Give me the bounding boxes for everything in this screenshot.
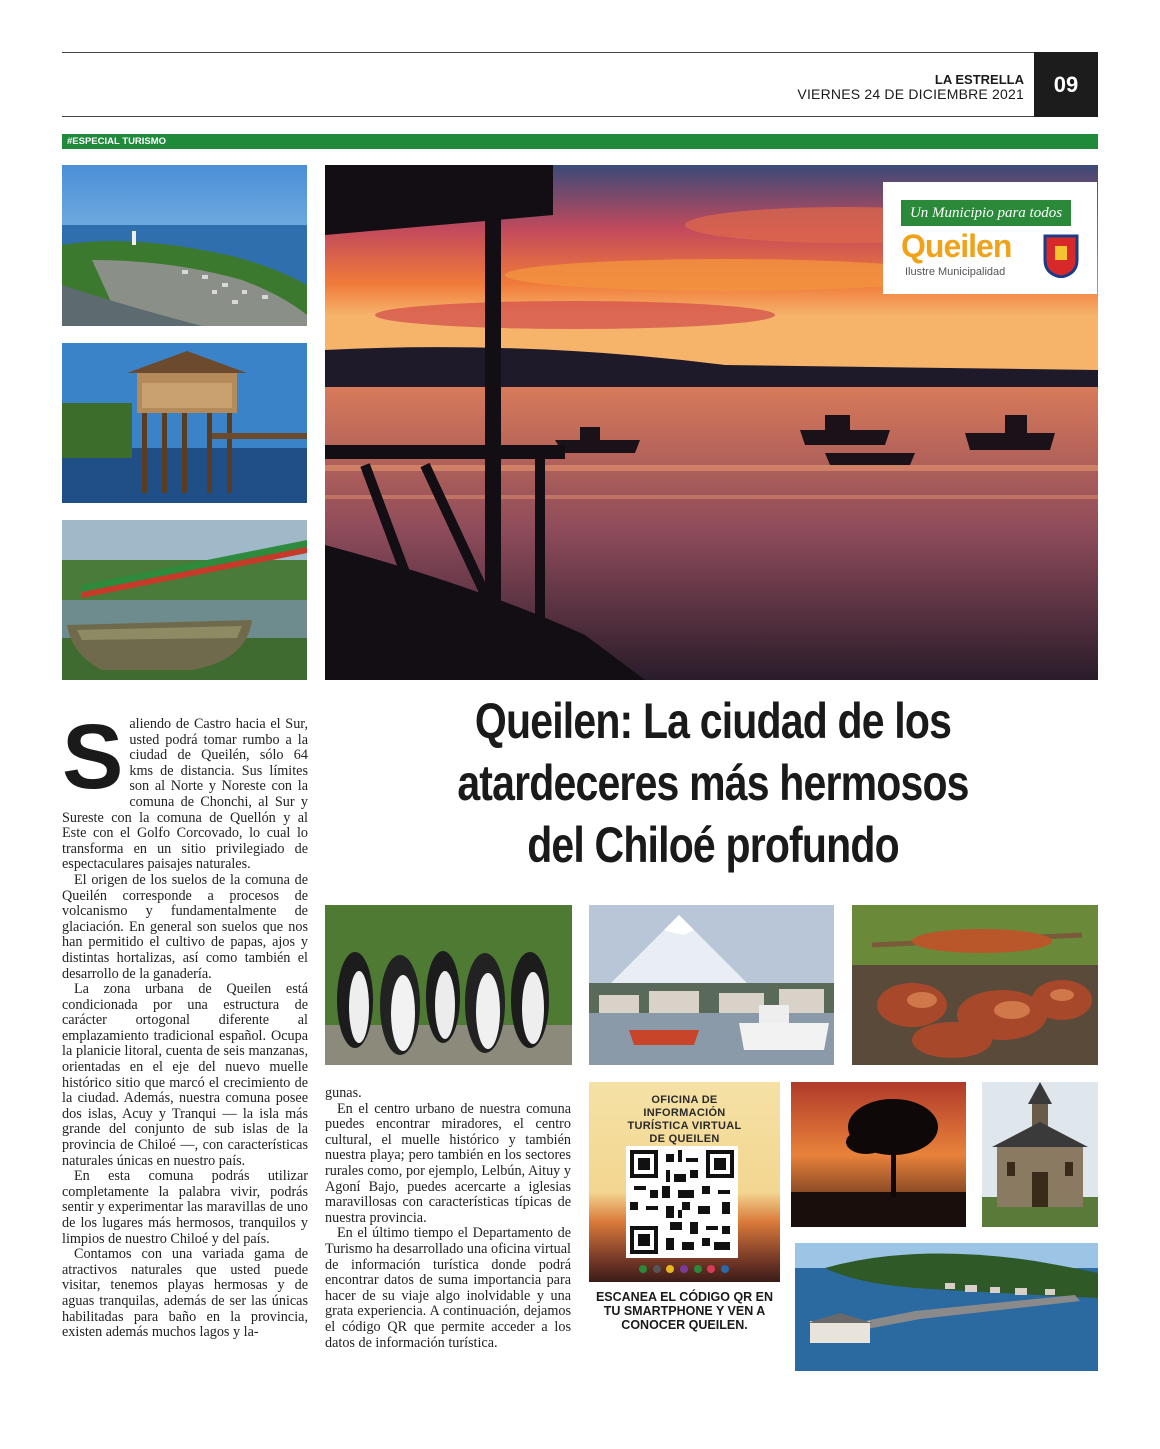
home-icon	[721, 1265, 729, 1273]
article-headline	[399, 690, 1027, 876]
location-icon	[639, 1265, 647, 1273]
social-icons-row	[639, 1265, 729, 1275]
logo-name: Queilen	[901, 228, 1012, 264]
paragraph: gunas.	[325, 1085, 362, 1101]
food-icon	[666, 1265, 674, 1273]
article-column-2	[325, 1086, 571, 1351]
paragraph: Contamos con una variada gama de atractivos naturales que usted puede visitar, tenemos playas hermosas y de aguas tranquilas, además de ser las únicas habilitadas para baño en la provincia, existen además muchos lagos y la-	[62, 1246, 308, 1341]
photo-lamb-roast	[852, 905, 1098, 1065]
article-column-1	[62, 706, 308, 1341]
top-rule	[62, 52, 1098, 53]
logo-slogan: Un Municipio para todos	[901, 200, 1071, 226]
headline-line-2: atardeceres más hermosos	[457, 755, 969, 811]
qr-code[interactable]	[626, 1146, 738, 1258]
paragraph: En el centro urbano de nuestra comuna puedes encontrar miradores, el centro cultural, el muelle histórico y también nuestra playa; pero también en los sectores rurales como, por ejemplo, Lelbún, Aituy y Agoní Bajo, puedes acercarte a iglesias maravillosas con características típicas de nuestra provincia.	[325, 1100, 571, 1226]
logo-subtitle: Ilustre Municipalidad	[905, 266, 1006, 278]
publication-name: LA ESTRELLA	[934, 72, 1024, 87]
culture-icon	[680, 1265, 688, 1273]
photo-pier-aerial	[795, 1243, 1098, 1371]
photo-pier-house	[62, 343, 307, 503]
coat-of-arms-icon	[1043, 232, 1079, 278]
photo-church	[982, 1082, 1098, 1227]
photo-tree-sunset	[791, 1082, 966, 1227]
photo-penguins	[325, 905, 572, 1065]
photo-bridge-boat	[62, 520, 307, 680]
qr-card-title: OFICINA DE INFORMACIÓN TURÍSTICA VIRTUAL DE QUEILEN	[627, 1094, 742, 1145]
headline-line-3: del Chiloé profundo	[527, 817, 899, 873]
municipality-logo	[883, 182, 1097, 294]
publication-info	[797, 73, 1024, 101]
qr-caption: ESCANEA EL CÓDIGO QR EN TU SMARTPHONE Y VEN A CONOCER QUEILEN.	[595, 1290, 774, 1332]
paragraph: aliendo de Castro hacia el Sur, usted podrá tomar rumbo a la ciudad de Queilén, sólo 64 kms de distancia. Sus límites son al Norte y Noreste con la comuna de Chonchi, al Sur y Sureste con la comuna de Quellón y al Este con el Golfo Corcovado, lo cual lo transforma en un sitio privilegiado de espectaculares paisajes naturales.	[62, 716, 308, 873]
publication-date: VIERNES 24 DE DICIEMBRE 2021	[797, 86, 1024, 102]
header-rule	[62, 116, 1034, 117]
info-icon	[707, 1265, 715, 1273]
drop-cap: S	[62, 706, 124, 808]
paragraph: El origen de los suelos de la comuna de Queilén corresponde a procesos de volcanismo y fundamentalmente de glaciación. En general son suelos que nos han permitido el cultivo de papas, ajos y distintas hortalizas, así como también el desarrollo de la ganadería.	[62, 871, 308, 982]
headline-line-1: Queilen: La ciudad de los	[474, 693, 952, 749]
paragraph: La zona urbana de Queilen está condicionada por una estructura de carácter ortogonal diferente al emplazamiento tradicional español. Ocupa la planicie litoral, cuenta de seis manzanas, orientadas en el eje del nuevo muelle histórico sitio que marcó el crecimiento de la ciudad. Además, nuestra comuna posee dos islas, Acuy y Tranqui — la isla más grande del conjunto de sub islas de la provincia de Chiloé —, con características naturales únicas en nuestro país.	[62, 981, 308, 1169]
qr-card	[589, 1082, 780, 1282]
bus-icon	[653, 1265, 661, 1273]
paragraph: En esta comuna podrás utilizar completamente la palabra vivir, podrás sentir y experimentar las maravillas de uno de los lugares más hermosos, tranquilos y limpios de nuestro Chiloé y del país.	[62, 1168, 308, 1247]
paragraph: En el último tiempo el Departamento de Turismo ha desarrollado una oficina virtual de información turística donde podrá encontrar datos de suma importancia para hacer de su viaje algo inolvidable y una grata experiencia. A continuación, dejamos el código QR que permite acceder a los datos de información turística.	[325, 1225, 571, 1351]
section-label: #ESPECIAL TURISMO	[62, 134, 1098, 149]
page-number: 09	[1034, 52, 1098, 117]
photo-aerial-town	[62, 165, 307, 326]
nature-icon	[694, 1265, 702, 1273]
photo-volcano-harbor	[589, 905, 834, 1065]
